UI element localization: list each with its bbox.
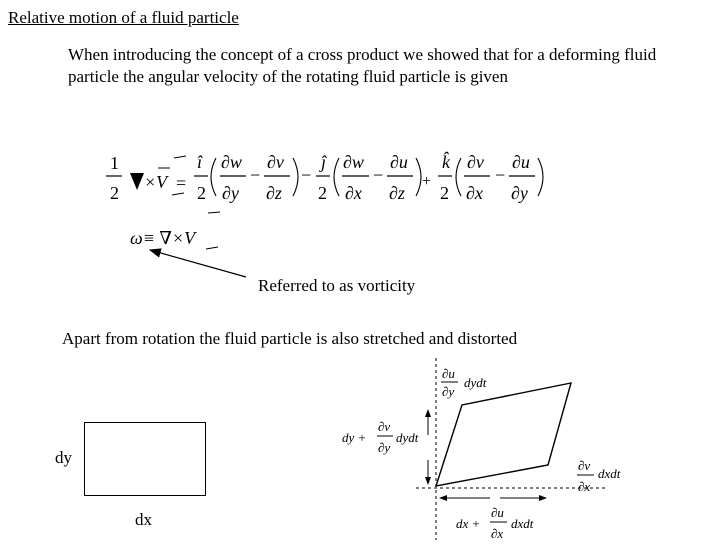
j-hat: ĵ: [321, 152, 327, 172]
du-top: ∂u: [442, 366, 455, 381]
dx-label: dx: [135, 510, 152, 529]
denominator-two: 2: [318, 183, 327, 203]
omega-definition: ω≡ ∇×V: [130, 228, 196, 248]
half-numerator: 1: [110, 153, 119, 173]
partial-v: ∂v: [467, 152, 484, 172]
partial-y: ∂y: [222, 183, 239, 203]
dy-top: ∂y: [442, 384, 455, 399]
partial-x: ∂x: [466, 183, 483, 203]
partial-w: ∂w: [343, 152, 364, 172]
dy-label: dy: [55, 448, 72, 467]
i-hat: î: [197, 152, 203, 172]
denominator-two: 2: [197, 183, 206, 203]
dy-left: ∂y: [378, 440, 391, 455]
dv-right: ∂v: [578, 458, 591, 473]
vorticity-label: Referred to as vorticity: [258, 276, 416, 295]
partial-v: ∂v: [267, 152, 284, 172]
stretch-statement: Apart from rotation the fluid particle is also stretched and distorted: [62, 329, 518, 348]
intro-paragraph: When introducing the concept of a cross product we showed that for a deforming fluid particle the angular velocity of the rotating fluid particle is given: [68, 45, 657, 86]
partial-x: ∂x: [345, 183, 362, 203]
minus-sign: −: [373, 165, 384, 185]
dx-bottom: ∂x: [491, 526, 504, 541]
half-denominator: 2: [110, 183, 119, 203]
equals-sign: =: [176, 173, 187, 193]
dx-right: ∂x: [578, 479, 591, 494]
dydt-top: dydt: [464, 375, 487, 390]
dydt-left: dydt: [396, 430, 419, 445]
partial-u: ∂u: [390, 152, 408, 172]
partial-u: ∂u: [512, 152, 530, 172]
deformed-element: [436, 383, 571, 486]
minus-sign: −: [495, 165, 506, 185]
denominator-two: 2: [440, 183, 449, 203]
dy-plus: dy +: [342, 430, 367, 445]
dx-plus: dx +: [456, 516, 481, 531]
curl-term: ×V: [144, 172, 168, 192]
slide-title: Relative motion of a fluid particle: [8, 8, 239, 27]
partial-z: ∂z: [389, 183, 405, 203]
partial-z: ∂z: [266, 183, 282, 203]
plus-sign: +: [422, 173, 432, 190]
dxdt-right: dxdt: [598, 466, 621, 481]
partial-y: ∂y: [511, 183, 528, 203]
du-bottom: ∂u: [491, 505, 504, 520]
minus-sign: −: [250, 165, 261, 185]
minus-sign: −: [301, 165, 312, 185]
dxdt-bottom: dxdt: [511, 516, 534, 531]
partial-w: ∂w: [221, 152, 242, 172]
k-hat: k̂: [442, 152, 450, 172]
dv-left: ∂v: [378, 419, 391, 434]
